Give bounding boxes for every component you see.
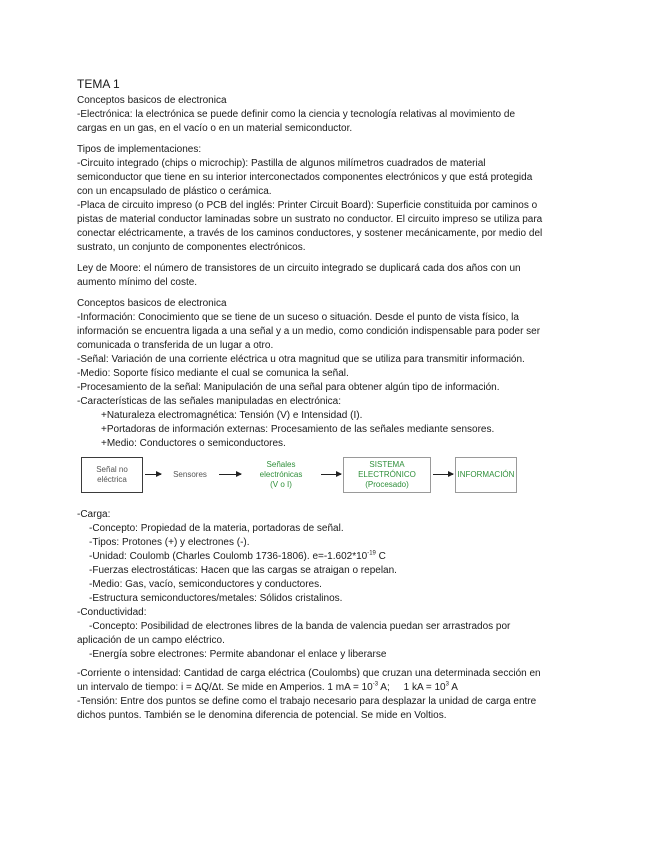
diagram-box-sistema-electronico: SISTEMA ELECTRÓNICO (Procesado) <box>343 457 431 493</box>
paragraph-line: aumento mínimo del coste. <box>77 277 198 288</box>
paragraph-line: -Señal: Variación de una corriente eléctrica u otra magnitud que se utiliza para transmitir información. <box>77 354 525 365</box>
list-item: -Energía sobre electrones: Permite abandonar el enlace y liberarse <box>89 649 387 660</box>
paragraph-line: -Características de las señales manipuladas en electrónica: <box>77 396 342 407</box>
paragraph-line: cargas en un gas, en el vacío o en un material semiconductor. <box>77 123 353 134</box>
list-item: -Medio: Gas, vacío, semiconductores y conductores. <box>89 579 322 590</box>
document-body <box>77 76 582 723</box>
paragraph-line: Ley de Moore: el número de transistores de un circuito integrado se duplicará cada dos años con un <box>77 263 521 274</box>
paragraph-line: conectar eléctricamente, a través de los caminos conductores, y sostener mecánicamente, por medio del <box>77 228 543 239</box>
paragraph-line: un intervalo de tiempo: i = ΔQ/Δt. Se mide en Amperios. 1 mA = $10^{-3}$ A; 1 kA = $10^3$ A <box>77 681 458 693</box>
diagram-box-senal-no-electrica: Señal no eléctrica <box>81 457 143 493</box>
paragraph-line: -Placa de circuito impreso (o PCB del inglés: Printer Circuit Board): Superficie constituida por caminos o <box>77 200 538 211</box>
paragraph-line: semiconductor que tiene en su interior interconectados componentes electrónicos y que está protegida <box>77 172 533 183</box>
diagram-box-senales-electronicas: Señales electrónicas (V o I) <box>259 460 303 489</box>
paragraph-line: -Tensión: Entre dos puntos se define como el trabajo necesario para desplazar la unidad de carga entre <box>77 696 537 707</box>
paragraph-line: información se encuentra ligada a una señal y a un medio, como condición indispensable para poder ser <box>77 326 541 337</box>
paragraph-line: -Corriente o intensidad: Cantidad de carga eléctrica (Coulombs) que cruzan una determinada sección en <box>77 668 541 679</box>
paragraph-line: -Medio: Soporte físico mediante el cual se comunica la señal. <box>77 368 349 379</box>
paragraph-line: -Procesamiento de la señal: Manipulación de una señal para obtener algún tipo de información. <box>77 382 500 393</box>
section-heading: Conceptos basicos de electronica <box>77 95 227 106</box>
section-heading: Conceptos basicos de electronica <box>77 298 227 309</box>
paragraph-line: -Circuito integrado (chips o microchip): Pastilla de algunos milímetros cuadrados de material <box>77 158 486 169</box>
paragraph-line: -Electrónica: la electrónica se puede definir como la ciencia y tecnología relativas al movimiento de <box>77 109 516 120</box>
list-item: -Unidad: Coulomb (Charles Coulomb 1736-1806). $e=-1.602*10^{-19}$ C <box>89 550 386 562</box>
paragraph-line: sustrato, un conjunto de componentes electrónicos. <box>77 242 306 253</box>
diagram-box-sensores: Sensores <box>173 470 207 479</box>
paragraph-line: comunicada o transferida de un lugar a otro. <box>77 340 274 351</box>
paragraph-line: dichos puntos. También se le denomina diferencia de potencial. Se mide en Voltios. <box>77 710 447 721</box>
diagram-arrow <box>219 474 241 475</box>
section-heading: -Carga: <box>77 509 111 520</box>
section-heading: Tipos de implementaciones: <box>77 144 202 155</box>
list-item: -Concepto: Propiedad de la materia, portadoras de señal. <box>89 523 344 534</box>
list-item: -Estructura semiconductores/metales: Sólidos cristalinos. <box>89 593 343 604</box>
paragraph-line: aplicación de un campo eléctrico. <box>77 635 225 646</box>
list-item: -Concepto: Posibilidad de electrones libres de la banda de valencia puedan ser arrastrados por <box>89 621 511 632</box>
paragraph-line: con un encapsulado de plástico o cerámica. <box>77 186 272 197</box>
bullet-item: +Portadoras de información externas: Procesamiento de las señales mediante sensores. <box>101 424 495 435</box>
section-heading: -Conductividad: <box>77 607 147 618</box>
bullet-item: +Medio: Conductores o semiconductores. <box>101 438 286 449</box>
diagram-arrow <box>321 474 341 475</box>
paragraph-line: pistas de material conductor laminadas sobre un sustrato no conductor. El circuito impreso se utiliza para <box>77 214 543 225</box>
diagram-arrow <box>145 474 161 475</box>
bullet-item: +Naturaleza electromagnética: Tensión (V) e Intensidad (I). <box>101 410 363 421</box>
paragraph-line: -Información: Conocimiento que se tiene de un suceso o situación. Desde el punto de vista físico, la <box>77 312 519 323</box>
signal-flow-diagram <box>77 455 582 501</box>
page-title: TEMA 1 <box>77 77 120 91</box>
list-item: -Fuerzas electrostáticas: Hacen que las cargas se atraigan o repelan. <box>89 565 397 576</box>
diagram-box-informacion: INFORMACIÓN <box>455 457 517 493</box>
diagram-arrow <box>433 474 453 475</box>
list-item: -Tipos: Protones (+) y electrones (-). <box>89 537 250 548</box>
